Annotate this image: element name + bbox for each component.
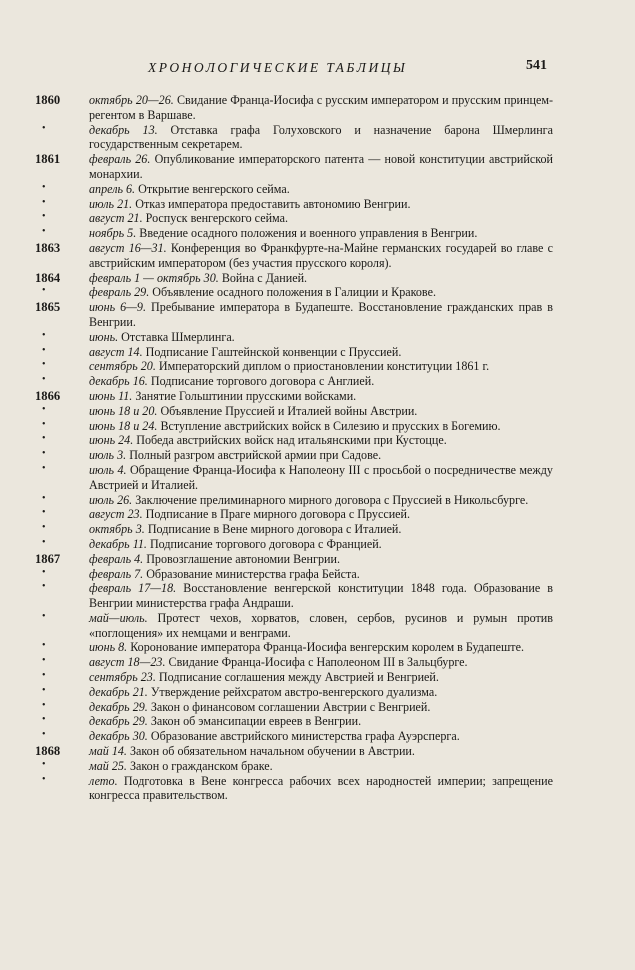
chronology-entry xyxy=(0,197,635,212)
chronology-entry xyxy=(0,759,635,774)
entry-body xyxy=(89,700,553,715)
same-year-marker: • xyxy=(42,522,46,534)
chronology-entry xyxy=(0,419,635,434)
running-head: ХРОНОЛОГИЧЕСКИЕ ТАБЛИЦЫ xyxy=(148,60,408,75)
entry-date: февраль 26. xyxy=(89,152,151,167)
chronology-entry xyxy=(0,507,635,522)
chronology-entry xyxy=(0,670,635,685)
same-year-marker: • xyxy=(42,610,46,622)
entry-date: декабрь 29. xyxy=(89,699,148,714)
entry-text: Опубликование императорского патента — новой конституции австрийской монархии. xyxy=(89,152,554,181)
entry-text: Образование министерства графа Бейста. xyxy=(146,566,360,581)
entry-text: Победа австрийских войск над итальянскими при Кустоцце. xyxy=(136,433,447,448)
entry-body xyxy=(89,182,553,197)
entry-date: лето. xyxy=(89,773,118,788)
same-year-marker: • xyxy=(42,226,46,238)
chronology-entry xyxy=(0,182,635,197)
same-year-marker: • xyxy=(42,403,46,415)
entry-date: август 23. xyxy=(89,507,143,522)
same-year-marker: • xyxy=(42,670,46,682)
chronology-entry xyxy=(0,271,635,286)
entry-body xyxy=(89,493,553,508)
same-year-marker: • xyxy=(42,581,46,593)
entry-body xyxy=(89,640,553,655)
same-year-marker: • xyxy=(42,433,46,445)
entry-text: Подписание в Праге мирного договора с Пруссией. xyxy=(145,507,411,522)
chronology-entry xyxy=(0,493,635,508)
entry-text: Занятие Гольштинии прусскими войсками. xyxy=(135,388,357,403)
same-year-marker: • xyxy=(42,344,46,356)
chronology-list xyxy=(0,93,635,803)
entry-body xyxy=(89,285,553,300)
chronology-entry xyxy=(0,567,635,582)
same-year-marker: • xyxy=(42,211,46,223)
entry-date: июнь 18 и 24. xyxy=(89,418,158,433)
entry-body xyxy=(89,581,553,611)
entry-date: декабрь 11. xyxy=(89,536,147,551)
entry-date: июнь 6—9. xyxy=(89,300,146,315)
entry-body xyxy=(89,226,553,241)
entry-body xyxy=(89,552,553,567)
same-year-marker: • xyxy=(42,758,46,770)
same-year-marker: • xyxy=(42,507,46,519)
entry-body xyxy=(89,345,553,360)
entry-date: сентябрь 20. xyxy=(89,359,156,374)
entry-body xyxy=(89,522,553,537)
entry-body xyxy=(89,330,553,345)
entry-body xyxy=(89,463,553,493)
entry-text: Коронование императора Франца-Иосифа венгерским королем в Будапеште. xyxy=(130,640,524,655)
entry-date: декабрь 21. xyxy=(89,684,148,699)
entry-date: август 16—31. xyxy=(89,240,167,255)
entry-body xyxy=(89,448,553,463)
entry-body xyxy=(89,374,553,389)
entry-year: 1860 xyxy=(35,93,61,107)
entry-text: Закон об эмансипации евреев в Венгрии. xyxy=(150,714,362,729)
entry-date: июль 4. xyxy=(89,462,127,477)
chronology-entry xyxy=(0,152,635,182)
entry-text: Конференция во Франкфурте-на-Майне германских государей во главе с австрийским императором (без участия прусского короля). xyxy=(89,240,553,270)
chronology-entry xyxy=(0,433,635,448)
entry-body xyxy=(89,729,553,744)
chronology-entry xyxy=(0,448,635,463)
entry-body xyxy=(89,300,553,330)
entry-date: декабрь 30. xyxy=(89,729,148,744)
chronology-entry xyxy=(0,241,635,271)
entry-body xyxy=(89,123,553,153)
entry-date: июнь. xyxy=(89,329,119,344)
chronology-entry xyxy=(0,537,635,552)
chronology-entry xyxy=(0,93,635,123)
entry-body xyxy=(89,152,553,182)
entry-year: 1863 xyxy=(35,240,61,255)
entry-text: Протест чехов, хорватов, словен, сербов, русинов и румын против «поглощения» их немцами и венграми. xyxy=(89,610,553,640)
entry-text: Императорский диплом о приостановлении конституции 1861 г. xyxy=(158,359,490,374)
same-year-marker: • xyxy=(42,640,46,652)
same-year-marker: • xyxy=(42,285,46,297)
entry-text: Подписание торгового договора с Англией. xyxy=(150,374,375,389)
entry-body xyxy=(89,389,553,404)
entry-date: август 21. xyxy=(89,211,143,226)
entry-text: Подписание в Вене мирного договора с Италией. xyxy=(147,522,402,537)
entry-text: Отказ императора предоставить автономию Венгрии. xyxy=(135,196,411,211)
entry-date: август 14. xyxy=(89,344,143,359)
entry-text: Введение осадного положения и военного управления в Венгрии. xyxy=(139,226,478,241)
entry-body xyxy=(89,404,553,419)
same-year-marker: • xyxy=(42,714,46,726)
same-year-marker: • xyxy=(42,462,46,474)
chronology-entry xyxy=(0,729,635,744)
entry-date: июнь 24. xyxy=(89,433,134,448)
entry-text: Провозглашение автономии Венгрии. xyxy=(146,551,340,566)
same-year-marker: • xyxy=(42,729,46,741)
entry-text: Отставка графа Голуховского и назначение барона Шмерлинга государственным секретарем. xyxy=(89,122,554,152)
entry-text: Закон о финансовом соглашении Австрии с Венгрией. xyxy=(150,699,431,714)
entry-date: сентябрь 23. xyxy=(89,670,156,685)
chronology-entry xyxy=(0,226,635,241)
entry-text: Отставка Шмерлинга. xyxy=(121,329,235,344)
entry-body xyxy=(89,714,553,729)
chronology-entry xyxy=(0,211,635,226)
entry-body xyxy=(89,197,553,212)
entry-text: Объявление осадного положения в Галиции и Кракове. xyxy=(152,285,436,300)
same-year-marker: • xyxy=(42,699,46,711)
entry-date: февраль 7. xyxy=(89,566,144,581)
entry-text: Подписание соглашения между Австрией и Венгрией. xyxy=(158,670,439,685)
entry-body xyxy=(89,759,553,774)
entry-body xyxy=(89,537,553,552)
entry-text: Закон о гражданском браке. xyxy=(129,758,273,773)
entry-body xyxy=(89,774,553,804)
entry-text: Образование австрийского министерства графа Ауэрсперга. xyxy=(150,729,460,744)
same-year-marker: • xyxy=(42,448,46,460)
entry-body xyxy=(89,359,553,374)
chronology-entry xyxy=(0,655,635,670)
chronology-entry xyxy=(0,359,635,374)
chronology-entry xyxy=(0,123,635,153)
chronology-entry xyxy=(0,685,635,700)
entry-body xyxy=(89,419,553,434)
entry-date: декабрь 29. xyxy=(89,714,148,729)
entry-date: июль 26. xyxy=(89,492,133,507)
same-year-marker: • xyxy=(42,359,46,371)
entry-body xyxy=(89,433,553,448)
same-year-marker: • xyxy=(42,122,46,134)
entry-date: октябрь 3. xyxy=(89,522,145,537)
entry-date: июль 3. xyxy=(89,448,127,463)
entry-text: Объявление Пруссией и Италией войны Австрии. xyxy=(160,403,418,418)
entry-year: 1865 xyxy=(35,300,61,315)
entry-year: 1861 xyxy=(35,152,61,167)
entry-text: Закон об обязательном начальном обучении в Австрии. xyxy=(129,744,415,759)
same-year-marker: • xyxy=(42,536,46,548)
entry-body xyxy=(89,93,553,123)
entry-text: Подготовка в Вене конгресса рабочих всех народностей империи; запрещение конгресса правительством. xyxy=(89,773,553,803)
entry-date: июнь 8. xyxy=(89,640,128,655)
entry-year: 1867 xyxy=(35,551,61,566)
entry-body xyxy=(89,567,553,582)
same-year-marker: • xyxy=(42,566,46,578)
entry-date: июнь 18 и 20. xyxy=(89,403,158,418)
chronology-entry xyxy=(0,404,635,419)
chronology-entry xyxy=(0,463,635,493)
entry-text: Война с Данией. xyxy=(221,270,308,285)
chronology-entry xyxy=(0,285,635,300)
entry-date: июль 21. xyxy=(89,196,133,211)
page-header xyxy=(0,60,635,82)
entry-date: декабрь 13. xyxy=(89,122,158,137)
chronology-entry xyxy=(0,300,635,330)
same-year-marker: • xyxy=(42,418,46,430)
entry-text: Пребывание императора в Будапеште. Восстановление гражданских прав в Венгрии. xyxy=(89,300,553,329)
entry-text: Утверждение рейхсратом австро-венгерского дуализма. xyxy=(150,684,438,699)
same-year-marker: • xyxy=(42,492,46,504)
entry-date: февраль 4. xyxy=(89,551,144,566)
entry-text: Полный разгром австрийской армии при Садове. xyxy=(129,448,382,463)
chronology-entry xyxy=(0,744,635,759)
chronology-entry xyxy=(0,714,635,729)
entry-date: декабрь 16. xyxy=(89,374,148,389)
chronology-entry xyxy=(0,552,635,567)
chronology-entry xyxy=(0,611,635,641)
entry-text: Роспуск венгерского сейма. xyxy=(145,211,288,226)
entry-date: май—июль. xyxy=(89,610,148,625)
entry-year: 1864 xyxy=(35,270,61,285)
entry-year: 1868 xyxy=(35,744,61,759)
chronology-entry xyxy=(0,640,635,655)
entry-year: 1866 xyxy=(35,388,61,403)
entry-date: февраль 29. xyxy=(89,285,150,300)
chronology-entry xyxy=(0,330,635,345)
chronology-entry xyxy=(0,581,635,611)
chronology-entry xyxy=(0,522,635,537)
chronology-entry xyxy=(0,774,635,804)
chronology-entry xyxy=(0,374,635,389)
entry-date: февраль 1 — октябрь 30. xyxy=(89,270,219,285)
entry-body xyxy=(89,744,553,759)
same-year-marker: • xyxy=(42,196,46,208)
entry-date: апрель 6. xyxy=(89,181,136,196)
entry-body xyxy=(89,655,553,670)
entry-body xyxy=(89,611,553,641)
entry-text: Вступление австрийских войск в Силезию и прусских в Богемию. xyxy=(160,418,501,433)
entry-text: Обращение Франца-Иосифа к Наполеону III с просьбой о посредничестве между Австрией и Италией. xyxy=(89,462,553,492)
same-year-marker: • xyxy=(42,329,46,341)
entry-date: февраль 17—18. xyxy=(89,581,177,596)
entry-body xyxy=(89,670,553,685)
entry-body xyxy=(89,241,553,271)
entry-text: Свидание Франца-Иосифа с Наполеоном III в Зальцбурге. xyxy=(168,655,468,670)
entry-body xyxy=(89,271,553,286)
entry-date: июнь 11. xyxy=(89,388,133,403)
chronology-entry xyxy=(0,389,635,404)
entry-text: Подписание торгового договора с Францией. xyxy=(149,536,382,551)
entry-date: ноябрь 5. xyxy=(89,226,137,241)
entry-date: май 14. xyxy=(89,744,127,759)
chronology-entry xyxy=(0,700,635,715)
entry-text: Свидание Франца-Иосифа с русским императором и прусским принцем-регентом в Варшаве. xyxy=(89,93,554,122)
entry-body xyxy=(89,685,553,700)
entry-text: Открытие венгерского сейма. xyxy=(138,181,290,196)
entry-date: август 18—23. xyxy=(89,655,166,670)
same-year-marker: • xyxy=(42,773,46,785)
entry-date: октябрь 20—26. xyxy=(89,93,174,107)
entry-date: май 25. xyxy=(89,758,127,773)
same-year-marker: • xyxy=(42,684,46,696)
entry-text: Восстановление венгерской конституции 1848 года. Образование в Венгрии министерства графа Андраши. xyxy=(89,581,554,611)
entry-text: Подписание Гаштейнской конвенции с Пруссией. xyxy=(145,344,402,359)
same-year-marker: • xyxy=(42,655,46,667)
same-year-marker: • xyxy=(42,374,46,386)
same-year-marker: • xyxy=(42,181,46,193)
entry-text: Заключение прелиминарного мирного договора с Пруссией в Никольсбурге. xyxy=(135,492,529,507)
entry-body xyxy=(89,507,553,522)
entry-body xyxy=(89,211,553,226)
chronology-entry xyxy=(0,345,635,360)
page-number: 541 xyxy=(526,58,547,73)
